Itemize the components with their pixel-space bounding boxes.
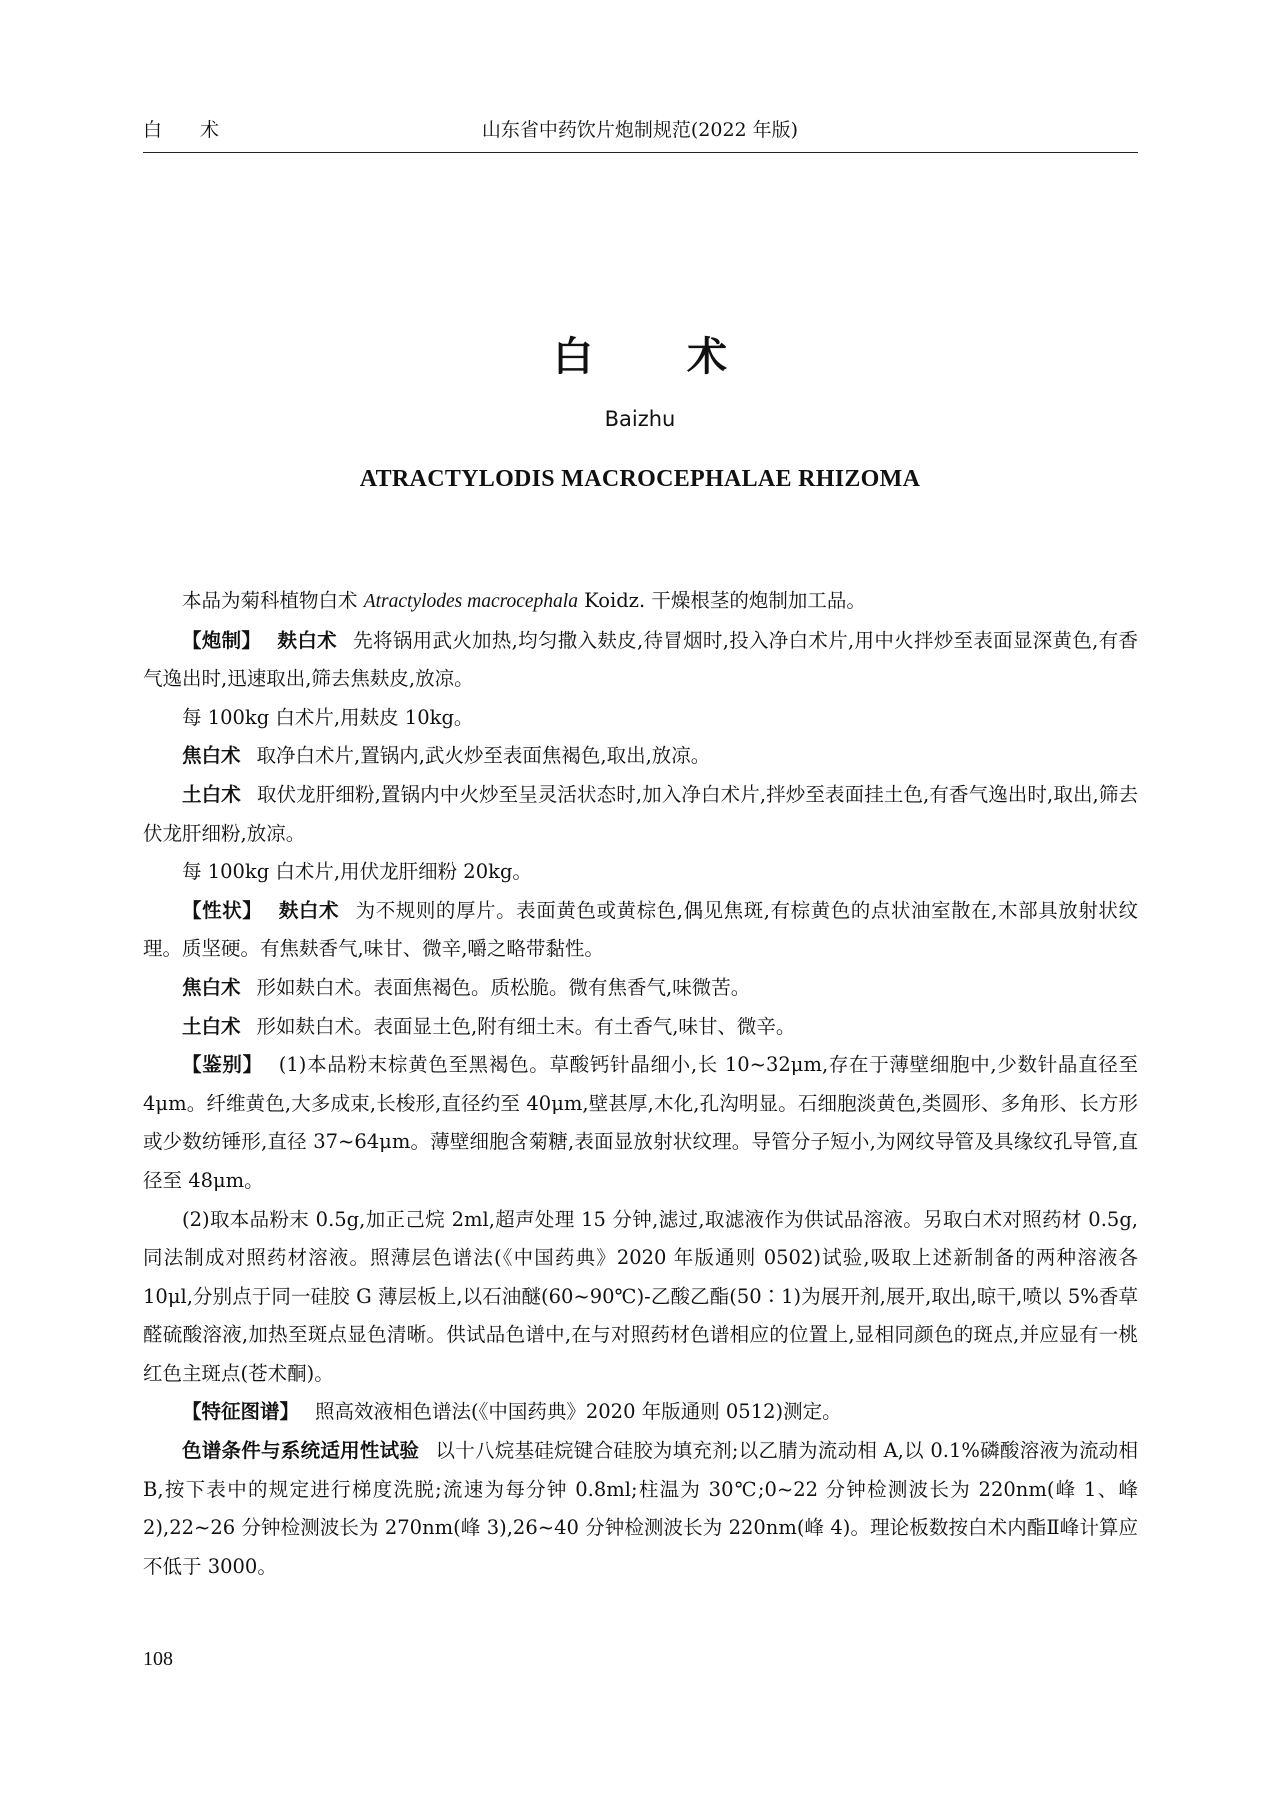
chromatographic-conditions-paragraph: 色谱条件与系统适用性试验 以十八烷基硅烷键合硅胶为填充剂;以乙腈为流动相 A,以 0.1%磷酸溶液为流动相 B,按下表中的规定进行梯度洗脱;流速为每分钟 0.8ml;柱温为 30℃;0~22 分钟检测波长为 220nm(峰 1、峰 2),22~26 分钟检测波长为 270nm(峰 3),26~40 分钟检测波长为 220nm(峰 4)。理论板数按白术内酯Ⅱ峰计算应不低于 3000。 bbox=[143, 1439, 1138, 1578]
fingerprint-paragraph: 【特征图谱】 照高效液相色谱法(《中国药典》2020 年版通则 0512)测定。 bbox=[182, 1400, 842, 1424]
identification-item-2: (2)取本品粉末 0.5g,加正己烷 2ml,超声处理 15 分钟,滤过,取滤液作为供试品溶液。另取白术对照药材 0.5g,同法制成对照药材溶液。照薄层色谱法(《中国药典》2020 年版通则 0502)试验,吸取上述新制备的两种溶液各 10μl,分别点于同一硅胶 G 薄层板上,以石油醚(60~90℃)-乙酸乙酯(50∶1)为展开剂,展开,取出,晾干,喷以 5%香草醛硫酸溶液,加热至斑点显色清晰。供试品色谱中,在与对照药材色谱相应的位置上,显相同颜色的斑点,并应显有一桃红色主斑点(苍术酮)。 bbox=[143, 1207, 1138, 1385]
running-header-section: 白 术 bbox=[143, 119, 236, 141]
latin-name: ATRACTYLODIS MACROCEPHALAE RHIZOMA bbox=[359, 466, 921, 492]
subheading-fu-baizhu: 麸白术 bbox=[278, 898, 340, 922]
section-heading-processing: 【炮制】 bbox=[182, 628, 262, 652]
identification-item-1: 【鉴别】 (1)本品粉末棕黄色至黑褐色。草酸钙针晶细小,长 10~32μm,存在于薄壁细胞中,少数针晶直径至 4μm。纤维黄色,大多成束,长梭形,直径约至 40μm,壁甚厚,木化,孔沟明显。石细胞淡黄色,类圆形、多角形、长方形或少数纺锤形,直径 37~64μm。薄壁细胞含菊糖,表面显放射状纹理。导管分子短小,为网纹导管及具缘纹孔导管,直径至 48μm。 bbox=[143, 1053, 1138, 1192]
processing-fu-ratio: 每 100kg 白术片,用麸皮 10kg。 bbox=[182, 705, 474, 729]
subheading-fu-baizhu: 麸白术 bbox=[277, 628, 337, 652]
section-heading-identification: 【鉴别】 bbox=[182, 1053, 263, 1077]
processing-tu-paragraph: 土白术 取伏龙肝细粉,置锅内中火炒至呈灵活状态时,加入净白术片,拌炒至表面挂土色,有香气逸出时,取出,筛去伏龙肝细粉,放凉。 bbox=[143, 782, 1138, 845]
subheading-tu-baizhu: 土白术 bbox=[182, 782, 241, 806]
subheading-jiao-baizhu: 焦白术 bbox=[182, 744, 241, 768]
pinyin-name: Baizhu bbox=[604, 407, 676, 431]
running-header-book-title: 山东省中药饮片炮制规范(2022 年版) bbox=[481, 119, 799, 141]
page-title: 白 术 bbox=[553, 334, 767, 380]
page-number: 108 bbox=[143, 1648, 173, 1670]
processing-tu-ratio: 每 100kg 白术片,用伏龙肝细粉 20kg。 bbox=[182, 860, 532, 884]
section-heading-characters: 【性状】 bbox=[182, 898, 263, 922]
subheading-jiao-baizhu: 焦白术 bbox=[182, 975, 241, 999]
characters-tu-paragraph: 土白术 形如麸白术。表面显土色,附有细土末。有土香气,味甘、微辛。 bbox=[182, 1014, 796, 1038]
header-rule bbox=[143, 152, 1138, 153]
intro-paragraph: 本品为菊科植物白术 Atractylodes macrocephala Koidz. 干燥根茎的炮制加工品。 bbox=[182, 589, 866, 612]
characters-fu-paragraph: 【性状】 麸白术 为不规则的厚片。表面黄色或黄棕色,偶见焦斑,有棕黄色的点状油室散在,木部具放射状纹理。质坚硬。有焦麸香气,味甘、微辛,嚼之略带黏性。 bbox=[143, 898, 1138, 961]
subheading-tu-baizhu: 土白术 bbox=[182, 1014, 241, 1038]
processing-jiao-paragraph: 焦白术 取净白术片,置锅内,武火炒至表面焦褐色,取出,放凉。 bbox=[182, 744, 711, 768]
monograph-body bbox=[143, 582, 1138, 1586]
species-name: Atractylodes macrocephala bbox=[363, 591, 578, 612]
characters-jiao-paragraph: 焦白术 形如麸白术。表面焦褐色。质松脆。微有焦香气,味微苦。 bbox=[182, 975, 751, 999]
section-heading-fingerprint: 【特征图谱】 bbox=[182, 1400, 300, 1424]
processing-fu-paragraph: 【炮制】 麸白术 先将锅用武火加热,均匀撒入麸皮,待冒烟时,投入净白术片,用中火拌炒至表面显深黄色,有香气逸出时,迅速取出,筛去焦麸皮,放凉。 bbox=[143, 628, 1138, 691]
subheading-chromatographic-conditions: 色谱条件与系统适用性试验 bbox=[182, 1439, 420, 1463]
